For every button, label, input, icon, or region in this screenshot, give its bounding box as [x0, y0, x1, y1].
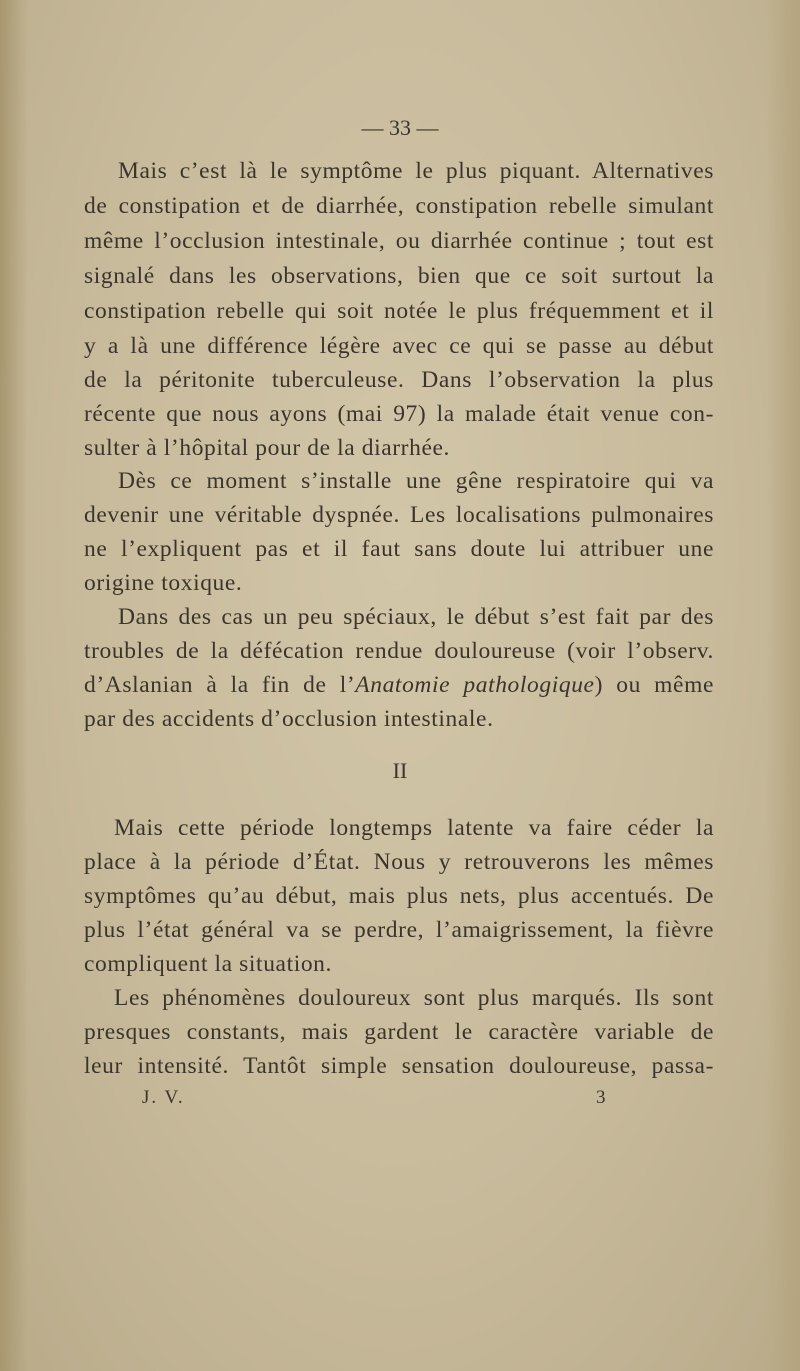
- paragraph-3-line-3: [84, 672, 714, 699]
- page-edge-shadow-left: [0, 0, 28, 1371]
- section-heading-numeral: II: [392, 758, 408, 783]
- printer-signature: J. V.: [142, 1087, 185, 1108]
- paragraph-3-line-4: par des accidents d’occlusion intestinale.: [84, 706, 494, 732]
- paragraph-2-line-3: ne l’expliquent pas et il faut sans doute lui attribuer une: [84, 536, 714, 562]
- paragraph-1-line-6: y a là une différence légère avec ce qui se passe au début: [84, 333, 714, 359]
- paragraph-5-line-2: presques constants, mais gardent le caractère variable de: [84, 1019, 714, 1045]
- paragraph-5-line-3: leur intensité. Tantôt simple sensation douloureuse, passa-: [84, 1053, 714, 1079]
- line-3-text-before: d’Aslanian à la fin de l’: [84, 672, 356, 698]
- paragraph-3-line-2: troubles de la défécation rendue douloureuse (voir l’observ.: [84, 638, 714, 664]
- paragraph-2-line-4: origine toxique.: [84, 570, 243, 596]
- paragraph-4-line-1: Mais cette période longtemps latente va faire céder la: [114, 815, 714, 841]
- page-edge-shadow-right: [766, 0, 800, 1371]
- paragraph-1-line-5: constipation rebelle qui soit notée le plus fréquemment et il: [84, 298, 714, 324]
- paragraph-1-line-9: sulter à l’hôpital pour de la diarrhée.: [84, 435, 450, 461]
- signature-sheet-number: 3: [596, 1087, 606, 1108]
- paragraph-1-line-2: de constipation et de diarrhée, constipation rebelle simulant: [84, 193, 714, 219]
- paragraph-4-line-3: symptômes qu’au début, mais plus nets, plus accentués. De: [84, 883, 714, 909]
- paragraph-1-line-4: signalé dans les observations, bien que ce soit surtout la: [84, 263, 714, 289]
- paragraph-4-line-2: place à la période d’État. Nous y retrouverons les mêmes: [84, 849, 714, 875]
- paragraph-5-line-1: Les phénomènes douloureux sont plus marqués. Ils sont: [114, 985, 714, 1011]
- book-title-italic: Anatomie pathologique: [355, 672, 595, 698]
- paragraph-1-line-1: Mais c’est là le symptôme le plus piquant. Alternatives: [118, 158, 714, 184]
- paragraph-4-line-5: compliquent la situation.: [84, 951, 333, 977]
- paragraph-3-line-1: Dans des cas un peu spéciaux, le début s’est fait par des: [118, 604, 714, 630]
- paragraph-1-line-8: récente que nous ayons (mai 97) la malade était venue con-: [84, 401, 714, 427]
- line-3-text-after: ) ou même: [594, 672, 714, 698]
- paragraph-1-line-3: même l’occlusion intestinale, ou diarrhée continue ; tout est: [84, 228, 714, 254]
- page-number: — 33 —: [361, 115, 439, 140]
- paragraph-4-line-4: plus l’état général va se perdre, l’amaigrissement, la fièvre: [84, 917, 714, 943]
- paragraph-1-line-7: de la péritonite tuberculeuse. Dans l’observation la plus: [84, 367, 714, 393]
- paragraph-2-line-1: Dès ce moment s’installe une gêne respiratoire qui va: [118, 468, 714, 494]
- paragraph-2-line-2: devenir une véritable dyspnée. Les localisations pulmonaires: [84, 502, 714, 528]
